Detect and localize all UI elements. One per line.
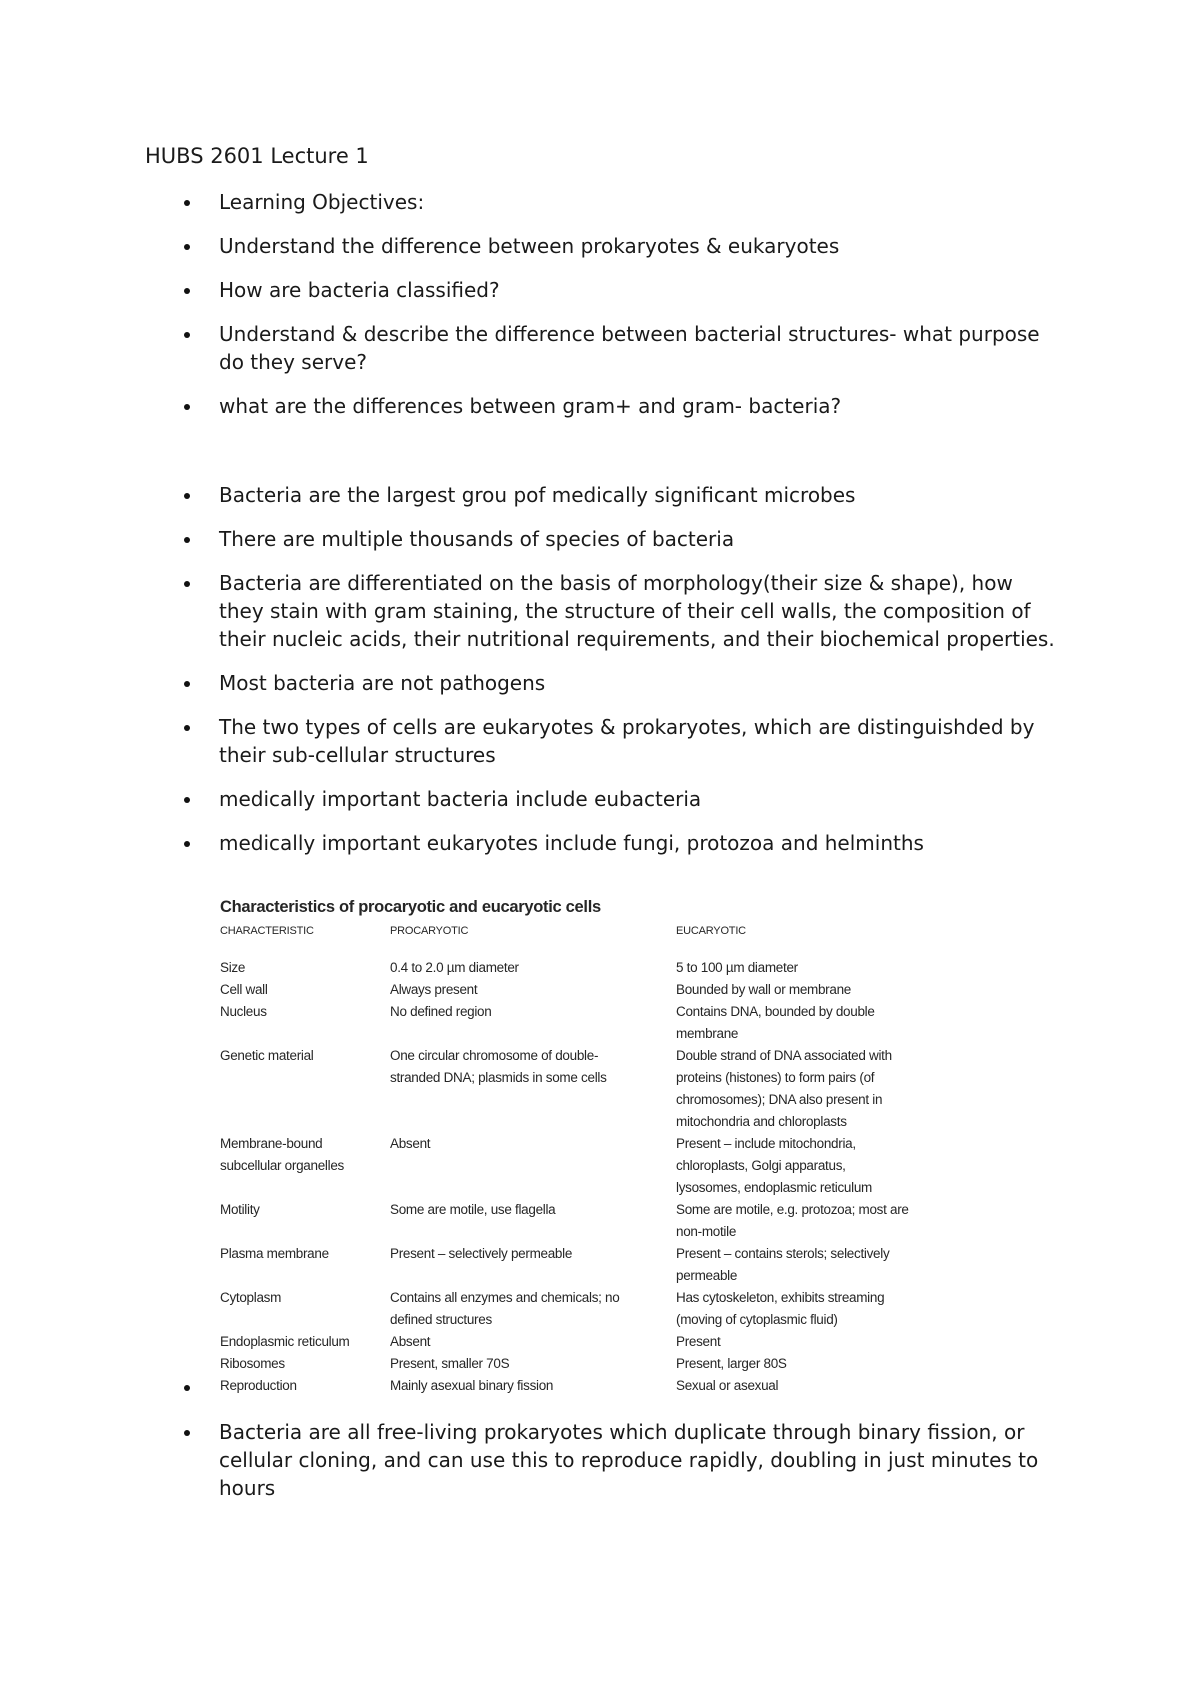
table-cell-procaryotic: Always present [390, 982, 478, 997]
objective-text: what are the differences between gram+ and gram- bacteria? [219, 394, 842, 418]
table-title: Characteristics of procaryotic and eucaryotic cells [220, 898, 601, 916]
objective-text: Understand & describe the difference between bacterial structures- what purpose do they serve? [219, 322, 1040, 374]
table-cell-procaryotic: Contains all enzymes and chemicals; no defined structures [390, 1290, 620, 1327]
page-title: HUBS 2601 Lecture 1 [145, 144, 369, 168]
table-cell-eucaryotic: Present – include mitochondria, chloroplasts, Golgi apparatus, lysosomes, endoplasmic reticulum [676, 1136, 872, 1195]
fact-item [0, 525, 1059, 553]
fact-text: There are multiple thousands of species of bacteria [219, 527, 735, 551]
bullet-icon [184, 725, 190, 731]
bullet-icon [184, 581, 190, 587]
table-cell-characteristic: Size [220, 960, 246, 975]
objective-item [0, 232, 1059, 260]
table-cell-eucaryotic: Bounded by wall or membrane [676, 982, 852, 997]
table-cell-procaryotic: Absent [390, 1334, 431, 1349]
fact-text: Bacteria are differentiated on the basis of morphology(their size & shape), how they stain with gram staining, the structure of their cell walls, the composition of their nucleic acids, their nutritional requirements, and their biochemical properties. [219, 571, 1055, 651]
table-cell-characteristic: Membrane-bound subcellular organelles [220, 1136, 344, 1173]
closing-item [0, 1418, 1059, 1502]
table-cell-procaryotic: No defined region [390, 1004, 492, 1019]
table-cell-eucaryotic: Some are motile, e.g. protozoa; most are non-motile [676, 1202, 909, 1239]
bullet-icon [184, 537, 190, 543]
facts-list [0, 481, 1059, 873]
table-header-characteristic: CHARACTERISTIC [220, 925, 314, 937]
table-cell-procaryotic: Some are motile, use flagella [390, 1202, 556, 1217]
bullet-icon [184, 797, 190, 803]
fact-text: Bacteria are the largest grou pof medically significant microbes [219, 483, 856, 507]
table-cell-characteristic: Genetic material [220, 1048, 314, 1063]
objective-item [0, 188, 1059, 216]
bullet-icon [184, 332, 190, 338]
fact-item [0, 569, 1059, 653]
table-cell-eucaryotic: 5 to 100 µm diameter [676, 960, 798, 975]
fact-item [0, 829, 1059, 857]
table-cell-procaryotic: 0.4 to 2.0 µm diameter [390, 960, 519, 975]
table-cell-procaryotic: Mainly asexual binary fission [390, 1378, 554, 1393]
objective-item [0, 320, 1059, 376]
table-cell-characteristic: Cell wall [220, 982, 268, 997]
table-cell-eucaryotic: Sexual or asexual [676, 1378, 779, 1393]
table-cell-procaryotic: One circular chromosome of double-stranded DNA; plasmids in some cells [390, 1048, 607, 1085]
objective-text: Learning Objectives: [219, 190, 425, 214]
table-cell-eucaryotic: Present, larger 80S [676, 1356, 787, 1371]
cell-characteristics-table [220, 898, 932, 1394]
fact-item [0, 669, 1059, 697]
bullet-icon [184, 493, 190, 499]
table-header-procaryotic: PROCARYOTIC [390, 925, 469, 937]
fact-text: medically important eukaryotes include fungi, protozoa and helminths [219, 831, 924, 855]
bullet-icon [184, 1385, 190, 1391]
bullet-icon [184, 1430, 190, 1436]
table-cell-characteristic: Endoplasmic reticulum [220, 1334, 350, 1349]
bullet-icon [184, 288, 190, 294]
table-cell-characteristic: Reproduction [220, 1378, 297, 1393]
table-cell-procaryotic: Present – selectively permeable [390, 1246, 573, 1261]
table-cell-characteristic: Cytoplasm [220, 1290, 282, 1305]
closing-text: Bacteria are all free-living prokaryotes which duplicate through binary fission, or cellular cloning, and can use this to reproduce rapidly, doubling in just minutes to hours [219, 1420, 1039, 1500]
table-cell-procaryotic: Present, smaller 70S [390, 1356, 510, 1371]
table-cell-characteristic: Plasma membrane [220, 1246, 329, 1261]
table-cell-characteristic: Nucleus [220, 1004, 267, 1019]
table-cell-procaryotic: Absent [390, 1136, 431, 1151]
table-cell-eucaryotic: Double strand of DNA associated with proteins (histones) to form pairs (of chromosomes); DNA also present in mitochondria and chloroplasts [676, 1048, 892, 1129]
bullet-icon [184, 841, 190, 847]
objective-item [0, 276, 1059, 304]
objectives-list [0, 188, 1059, 436]
fact-text: The two types of cells are eukaryotes & prokaryotes, which are distinguishded by their sub-cellular structures [219, 715, 1035, 767]
bullet-icon [184, 404, 190, 410]
table-cell-eucaryotic: Contains DNA, bounded by double membrane [676, 1004, 875, 1041]
objective-item [0, 392, 1059, 420]
fact-text: Most bacteria are not pathogens [219, 671, 546, 695]
fact-text: medically important bacteria include eubacteria [219, 787, 702, 811]
fact-item [0, 785, 1059, 813]
table-cell-characteristic: Motility [220, 1202, 260, 1217]
closing-list [0, 1418, 1059, 1518]
table-cell-eucaryotic: Present [676, 1334, 721, 1349]
table-cell-eucaryotic: Present – contains sterols; selectively permeable [676, 1246, 890, 1283]
bullet-icon [184, 200, 190, 206]
bullet-icon [184, 244, 190, 250]
objective-text: How are bacteria classified? [219, 278, 500, 302]
objective-text: Understand the difference between prokaryotes & eukaryotes [219, 234, 840, 258]
bullet-icon [184, 681, 190, 687]
fact-item [0, 481, 1059, 509]
fact-item [0, 713, 1059, 769]
table-header-eucaryotic: EUCARYOTIC [676, 925, 746, 937]
table-cell-characteristic: Ribosomes [220, 1356, 285, 1371]
table-cell-eucaryotic: Has cytoskeleton, exhibits streaming (moving of cytoplasmic fluid) [676, 1290, 885, 1327]
